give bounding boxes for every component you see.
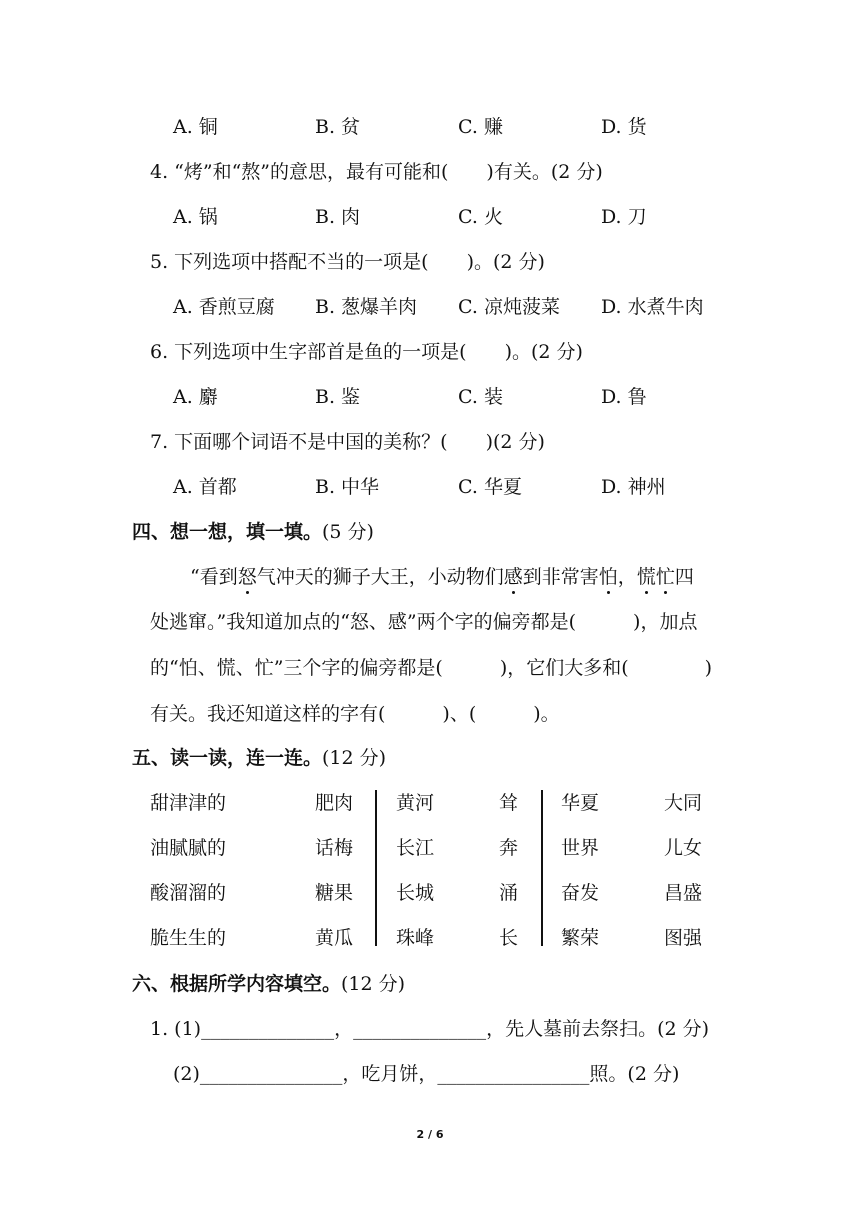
col1-item: 甜津津的 [150,792,227,814]
dotted-char-huang: 慌 [636,566,656,588]
q4-option-d: D. 刀 [601,206,647,228]
q5-option-b: B. 葱爆羊肉 [315,296,418,318]
q6-stem: 6. 下列选项中生字部首是鱼的一项是( )。(2 分) [150,341,583,363]
section-6-title: 六、根据所学内容填空。 [132,973,342,995]
dotted-char-pa: 怕 [598,566,618,588]
section-4-para-line-4: 有关。我还知道这样的字有( )、( )。 [150,703,560,725]
section-6-points: (12 分) [341,973,406,995]
col1-item: 脆生生的 [150,927,227,949]
table-divider-1 [375,790,377,946]
col5-item: 世界 [561,837,600,859]
text: 气冲天的狮子大王，小动物们 [256,566,504,588]
q4-option-c: C. 火 [458,206,503,228]
table-divider-2 [541,790,543,946]
q5-option-c: C. 凉炖菠菜 [458,296,560,318]
col2-item: 糖果 [315,882,354,904]
dotted-char-nu: 怒 [237,566,257,588]
col6-item: 昌盛 [664,882,703,904]
section-4-para-line-1 [190,565,694,589]
q5-stem: 5. 下列选项中搭配不当的一项是( )。(2 分) [150,251,545,273]
section-6-heading [132,972,405,996]
q6-option-b: B. 鉴 [315,386,361,408]
section-5-title: 五、读一读，连一连。 [132,747,323,769]
col5-item: 繁荣 [561,927,600,949]
section-5-heading [132,746,386,770]
section-4-title: 四、想一想，填一填。 [132,521,323,543]
col6-item: 儿女 [664,837,703,859]
q3-option-d: D. 货 [601,116,647,138]
q5-option-d: D. 水煮牛肉 [601,296,704,318]
q3-option-c: C. 赚 [458,116,503,138]
q5-option-a: A. 香煎豆腐 [173,296,275,318]
q7-stem: 7. 下面哪个词语不是中国的美称？( )(2 分) [150,431,545,453]
text: ， [617,566,637,588]
q7-option-b: B. 中华 [315,476,380,498]
q7-option-a: A. 首都 [173,476,237,498]
col4-item: 奔 [499,837,519,859]
col4-item: 长 [499,927,519,949]
q3-option-b: B. 贫 [315,116,361,138]
q6-option-a: A. 麝 [173,386,218,408]
text: 到非常害 [522,566,599,588]
section-4-points: (5 分) [322,521,374,543]
q4-stem: 4. “烤”和“熬”的意思，最有可能和( )有关。(2 分) [150,161,603,183]
page-number: 2 / 6 [416,1128,444,1141]
q3-option-a: A. 铜 [173,116,218,138]
text: 四 [674,566,694,588]
section-6-line-2: (2)_______________，吃月饼，________________照。(2 分) [173,1063,680,1085]
dotted-char-mang: 忙 [655,566,675,588]
section-4-para-line-3: 的“怕、慌、忙”三个字的偏旁都是( )，它们大多和( ) [150,657,713,679]
col1-item: 油腻腻的 [150,837,227,859]
q4-option-b: B. 肉 [315,206,361,228]
q4-option-a: A. 锅 [173,206,218,228]
q7-option-c: C. 华夏 [458,476,522,498]
section-4-heading [132,520,374,544]
dotted-char-gan: 感 [503,566,523,588]
col5-item: 奋发 [561,882,600,904]
col2-item: 话梅 [315,837,354,859]
col6-item: 图强 [664,927,703,949]
col2-item: 肥肉 [315,792,354,814]
col3-item: 黄河 [396,792,435,814]
col4-item: 耸 [499,792,519,814]
q6-option-d: D. 鲁 [601,386,647,408]
col4-item: 涌 [499,882,519,904]
col2-item: 黄瓜 [315,927,354,949]
col5-item: 华夏 [561,792,600,814]
q7-option-d: D. 神州 [601,476,666,498]
col3-item: 长城 [396,882,435,904]
col1-item: 酸溜溜的 [150,882,227,904]
col3-item: 珠峰 [396,927,435,949]
section-5-points: (12 分) [322,747,387,769]
col6-item: 大同 [664,792,703,814]
q6-option-c: C. 装 [458,386,503,408]
col3-item: 长江 [396,837,435,859]
section-6-line-1: 1. (1)______________，______________，先人墓前去祭扫。(2 分) [150,1018,710,1040]
section-4-para-line-2: 处逃窜。”我知道加点的“怒、感”两个字的偏旁都是( )，加点 [150,611,698,633]
text: “看到 [190,566,238,588]
